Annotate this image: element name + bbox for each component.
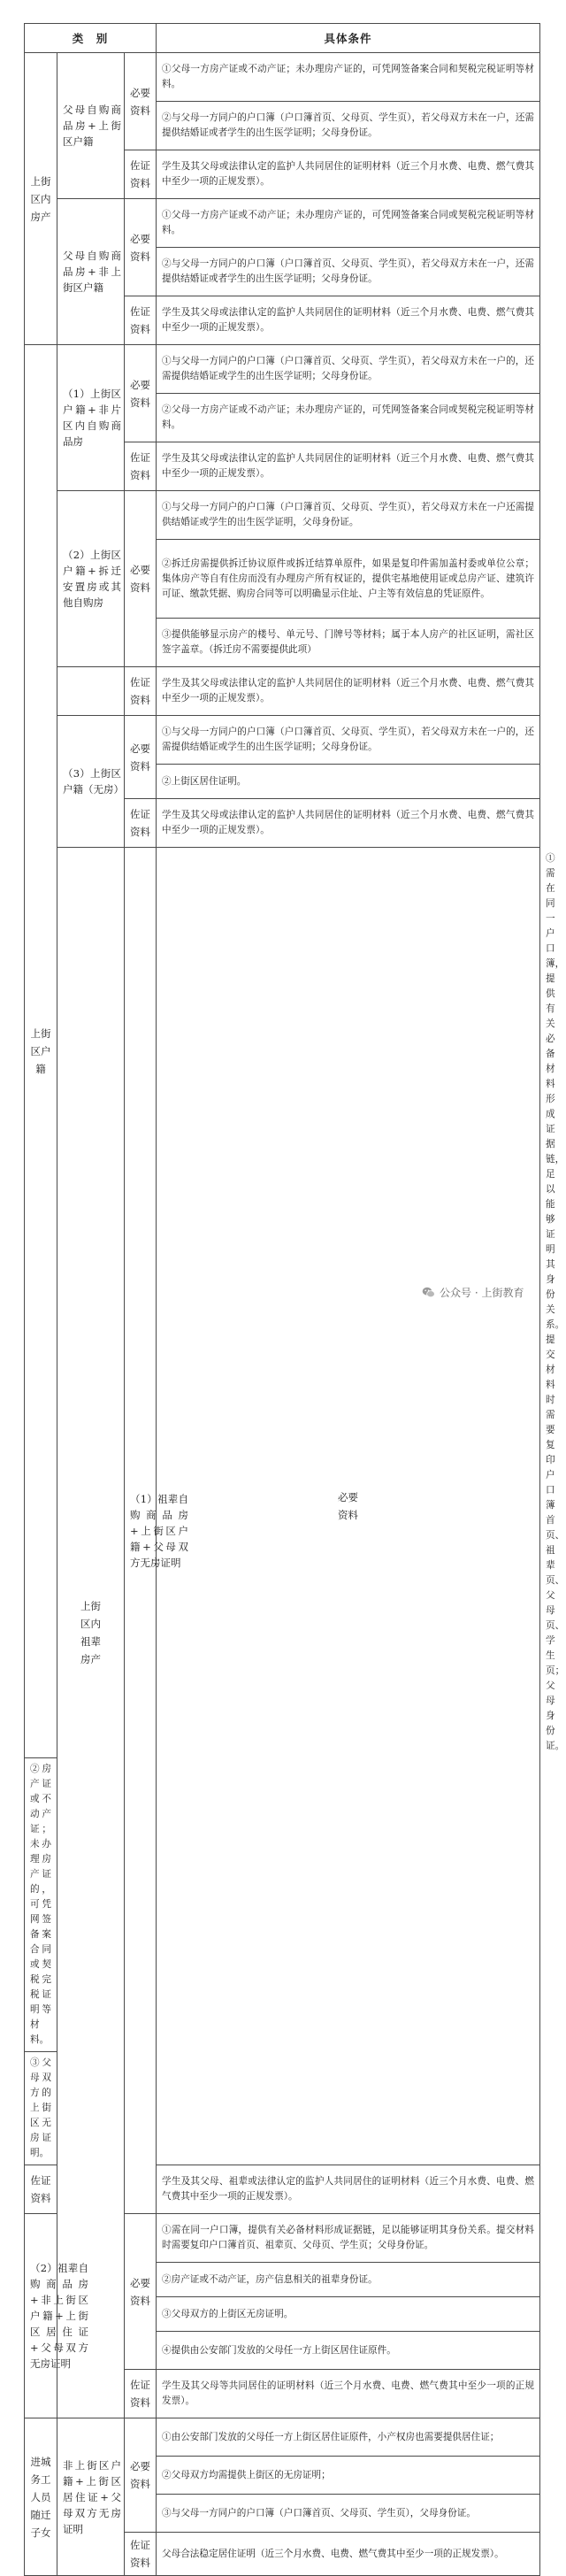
section-label: 上街区户籍 bbox=[25, 345, 57, 1758]
subcategory-label: 父母自购商品房+非上街区户籍 bbox=[57, 199, 125, 345]
proof-label: 佐证资料 bbox=[125, 799, 157, 848]
watermark-text: 公众号 · 上街教育 bbox=[440, 1287, 524, 1299]
section-label: 上街区内祖辈房产 bbox=[57, 848, 125, 2418]
condition-cell: ④提供由公安部门发放的父母任一方上街区居住证原件。 bbox=[157, 2332, 540, 2370]
table-row bbox=[25, 2418, 540, 2457]
proof-label: 佐证资料 bbox=[125, 442, 157, 491]
condition-cell: 学生及其父母或法律认定的监护人共同居住的证明材料（近三个月水费、电费、燃气费其中至少一项的正规发票）。 bbox=[157, 667, 540, 716]
condition-cell: ③父母双方的上街区无房证明。 bbox=[157, 2297, 540, 2332]
condition-cell: ③父母双方的上街区无房证明。 bbox=[25, 2052, 57, 2165]
table-row bbox=[25, 199, 540, 248]
subcategory-label: （1）上街区户籍+非片区内自购商品房 bbox=[57, 345, 125, 491]
proof-label: 佐证资料 bbox=[125, 150, 157, 199]
proof-label: 佐证资料 bbox=[125, 2370, 157, 2418]
header-category: 类 别 bbox=[25, 24, 157, 53]
condition-cell: ①需在同一户口簿，提供有关必备材料形成证据链，足以能够证明其身份关系。提交材料时需要复印户口簿首页、祖辈页、父母页、学生页；父母身份证。 bbox=[157, 2214, 540, 2263]
condition-cell: ①与父母一方同户的户口簿（户口簿首页、父母页、学生页），若父母双方未在一户的，还需提供结婚证或学生的出生医学证明；父母身份证。 bbox=[157, 716, 540, 765]
proof-label: 佐证资料 bbox=[25, 2165, 57, 2214]
condition-cell: ②与父母一方同户的户口簿（户口簿首页、父母页、学生页），若父母双方未在一户，还需提供结婚证或者学生的出生医学证明；父母身份证。 bbox=[157, 102, 540, 150]
subcategory-label: （2）上街区户籍+拆迁安置房或其他自购房 bbox=[57, 491, 125, 667]
condition-cell: ③提供能够显示房产的楼号、单元号、门牌号等材料；属于本人房产的社区证明，需社区签字盖章。（拆迁房不需要提供此项） bbox=[157, 619, 540, 667]
subcategory-label: （1）祖辈自购商品房+上街区户籍+父母双方无房证明 bbox=[125, 848, 157, 2214]
condition-cell: ②拆迁房需提供拆迁协议原件或拆迁结算单原件，如果是复印件需加盖村委或单位公章；集体房产等自有住房而没有办理房产所有权证的，提供宅基地使用证或总房产证、建筑许可证、缴款凭据、购房合同等可以明确显示住址、户主等有效信息的凭证原件。 bbox=[157, 540, 540, 619]
table-header bbox=[25, 24, 540, 53]
subcategory-label: （3）上街区户籍（无房） bbox=[57, 716, 125, 848]
condition-cell: ①父母一方房产证或不动产证；未办理房产证的，可凭网签备案合同和契税完税证明等材料。 bbox=[157, 53, 540, 102]
proof-label: 佐证资料 bbox=[125, 296, 157, 345]
subcategory-label: 父母自购商品房+上街区户籍 bbox=[57, 53, 125, 199]
subcategory-label: （2）祖辈自购商品房+非上街区户籍+上街区居住证+父母双方无房证明 bbox=[25, 2214, 57, 2418]
required-label: 必要资料 bbox=[125, 199, 157, 296]
required-label: 必要资料 bbox=[125, 491, 157, 667]
subcategory-label: 非上街区户籍+上街区居住证+父母双方无房证明 bbox=[57, 2418, 125, 2576]
table-row bbox=[25, 667, 540, 716]
condition-cell: ①由公安部门发放的父母任一方上街区居住证原件，小产权房也需要提供居住证； bbox=[157, 2418, 540, 2457]
condition-cell: 学生及其父母、祖辈或法律认定的监护人共同居住的证明材料（近三个月水费、电费、燃气费其中至少一项的正规发票）。 bbox=[157, 2165, 540, 2214]
table-row bbox=[25, 716, 540, 765]
table-row: 上街区内祖辈房产 （1）祖辈自购商品房+上街区户籍+父母双方无房证明 必要资料 ①需在同一户口簿，提供有关必备材料形成证据链，足以能够证明其身份关系。提交材料时需要复印户口簿首页、祖辈页、父母页、学生页；父母身份证。 bbox=[25, 848, 540, 1758]
required-label: 必要资料 bbox=[157, 848, 540, 2165]
required-label: 必要资料 bbox=[125, 2418, 157, 2533]
condition-cell: ②父母双方均需提供上街区的无房证明； bbox=[157, 2457, 540, 2495]
condition-cell: 学生及其父母或法律认定的监护人共同居住的证明材料（近三个月水费、电费、燃气费其中至少一项的正规发票）。 bbox=[157, 150, 540, 199]
condition-cell: ①与父母一方同户的户口簿（户口簿首页、父母页、学生页），若父母双方未在一户还需提供结婚证或学生的出生医学证明，父母身份证。 bbox=[157, 491, 540, 540]
wechat-icon bbox=[422, 1287, 435, 1298]
section-label: 上街区内房产 bbox=[25, 53, 57, 345]
header-conditions: 具体条件 bbox=[157, 24, 540, 53]
empty-cell bbox=[57, 667, 125, 716]
condition-cell: 父母合法稳定居住证明（近三个月水费、电费、燃气费其中至少一项的正规发票）。 bbox=[157, 2533, 540, 2576]
condition-cell: 学生及其父母或法律认定的监护人共同居住的证明材料（近三个月水费、电费、燃气费其中至少一项的正规发票）。 bbox=[157, 296, 540, 345]
proof-label: 佐证资料 bbox=[125, 2533, 157, 2576]
condition-cell: ②上街区居住证明。 bbox=[157, 765, 540, 799]
table-row bbox=[25, 53, 540, 102]
required-label: 必要资料 bbox=[125, 716, 157, 799]
table-row bbox=[25, 345, 540, 394]
required-label: 必要资料 bbox=[125, 345, 157, 442]
section-label: 进城务工人员随迁子女 bbox=[25, 2418, 57, 2576]
condition-cell: 学生及其父母等共同居住的证明材料（近三个月水费、电费、燃气费其中至少一项的正规发票）。 bbox=[157, 2370, 540, 2418]
condition-cell: ②房产证或不动产证，房产信息相关的祖辈身份证。 bbox=[157, 2263, 540, 2297]
proof-label: 佐证资料 bbox=[125, 667, 157, 716]
condition-cell: 学生及其父母或法律认定的监护人共同居住的证明材料（近三个月水费、电费、燃气费其中至少一项的正规发票）。 bbox=[157, 799, 540, 848]
condition-cell: ①与父母一方同户的户口簿（户口簿首页、父母页、学生页），若父母双方未在一户的，还需提供结婚证或学生的出生医学证明；父母身份证。 bbox=[157, 345, 540, 394]
condition-cell: ③与父母一方同户的户口簿（户口簿首页、父母页、学生页），父母身份证。 bbox=[157, 2495, 540, 2533]
condition-cell: 学生及其父母或法律认定的监护人共同居住的证明材料（近三个月水费、电费、燃气费其中至少一项的正规发票）。 bbox=[157, 442, 540, 491]
watermark bbox=[422, 1285, 524, 1300]
table-row bbox=[25, 491, 540, 540]
condition-cell: ②与父母一方同户的户口簿（户口簿首页、父母页、学生页），若父母双方未在一户，还需提供结婚证或者学生的出生医学证明；父母身份证。 bbox=[157, 248, 540, 296]
condition-cell: ②父母一方房产证或不动产证；未办理房产证的，可凭网签备案合同或契税完税证明等材料。 bbox=[157, 394, 540, 442]
required-label: 必要资料 bbox=[125, 53, 157, 150]
condition-cell: ①父母一方房产证或不动产证；未办理房产证的，可凭网签备案合同或契税完税证明等材料。 bbox=[157, 199, 540, 248]
required-label: 必要资料 bbox=[125, 2214, 157, 2370]
condition-cell: ②房产证或不动产证；未办理房产证的，可凭网签备案合同或契税完税证明等材料。 bbox=[25, 1758, 57, 2052]
